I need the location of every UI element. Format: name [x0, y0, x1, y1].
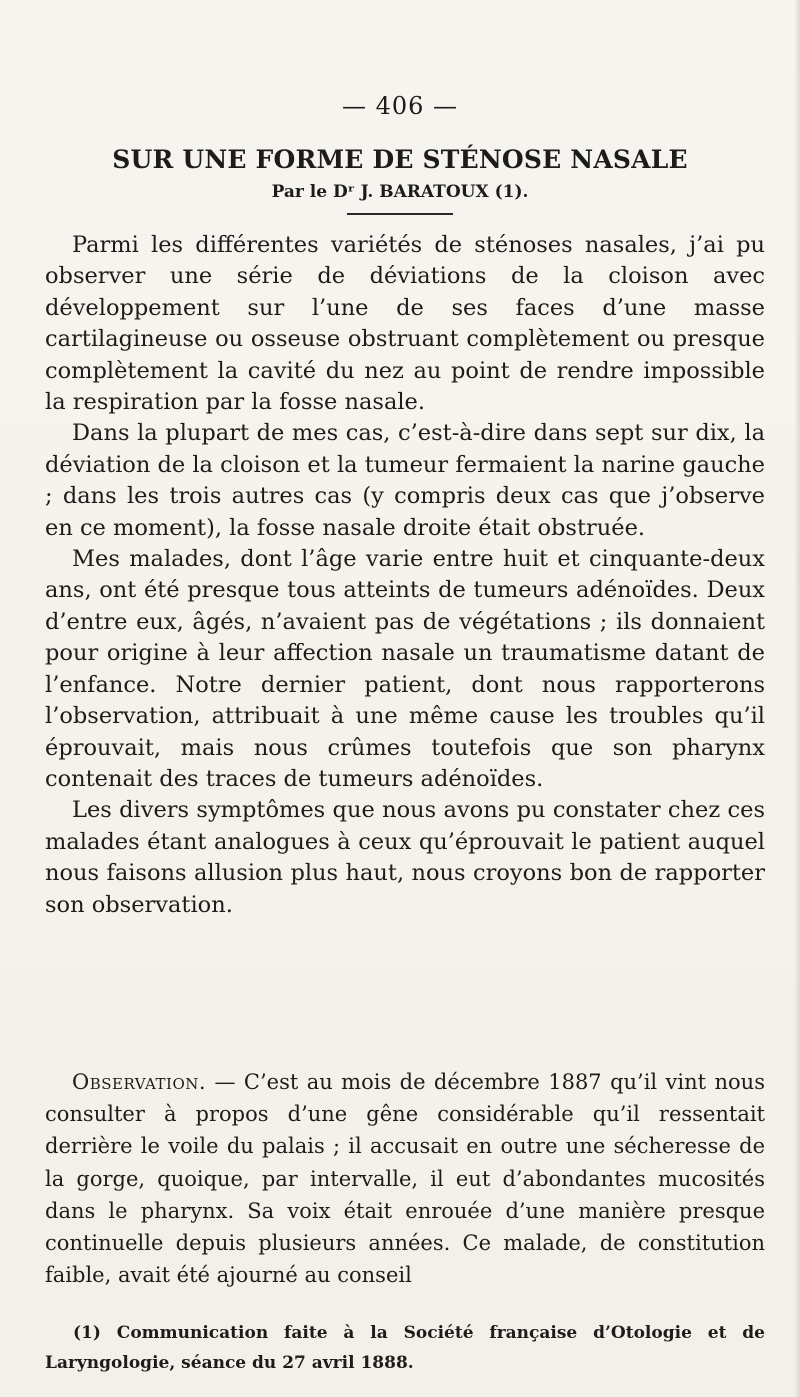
article-body: [45, 230, 765, 921]
page-edge-shadow: [794, 0, 800, 1397]
title-rule: [347, 213, 453, 215]
article-byline: Par le Dʳ J. BARATOUX (1).: [271, 182, 529, 202]
observation-section: [45, 1066, 765, 1291]
page-number: — 406 —: [341, 92, 459, 120]
paragraph-4: Les divers symptômes que nous avons pu constater chez ces malades étant analogues à ceux qu’éprouvait le patient auquel nous faisons allusion plus haut, nous croyons bon de rapporter son observation.: [45, 797, 765, 918]
observation-text: — C’est au mois de décembre 1887 qu’il vint nous consulter à propos d’une gêne considérable qu’il ressentait derrière le voile du palais ; il accusait en outre une sécheresse de la gorge, quoique, par intervalle, il eut d’abondantes mucosités dans le pharynx. Sa voix était enrouée d’une manière presque continuelle depuis plusieurs années. Ce malade, de constitution faible, avait été ajourné au conseil: [45, 1070, 765, 1288]
paragraph-3: Mes malades, dont l’âge varie entre huit et cinquante-deux ans, ont été presque tous atteints de tumeurs adénoïdes. Deux d’entre eux, âgés, n’avaient pas de végétations ; ils donnaient pour origine à leur affection nasale un traumatisme datant de l’enfance. Notre dernier patient, dont nous rapporterons l’observation, attribuait à une même cause les troubles qu’il éprouvait, mais nous crûmes toutefois que son pharynx contenait des traces de tumeurs adénoïdes.: [45, 546, 765, 792]
observation-label: Observation.: [72, 1070, 207, 1094]
paragraph-1: Parmi les différentes variétés de sténoses nasales, j’ai pu observer une série de déviations de la cloison avec développement sur l’une de ses faces d’une masse cartilagineuse ou osseuse obstruant complètement ou presque complètement la cavité du nez au point de rendre impossible la respiration par la fosse nasale.: [45, 232, 765, 416]
footnote: [45, 1318, 765, 1378]
footnote-text: (1) Communication faite à la Société française d’Otologie et de Laryngologie, séance du 27 avril 1888.: [45, 1323, 765, 1373]
observation-paragraph: [45, 1066, 765, 1291]
article-title: SUR UNE FORME DE STÉNOSE NASALE: [112, 145, 688, 174]
paragraph-2: Dans la plupart de mes cas, c’est-à-dire dans sept sur dix, la déviation de la cloison et la tumeur fermaient la narine gauche ; dans les trois autres cas (y compris deux cas que j’observe en ce moment), la fosse nasale droite était obstruée.: [45, 420, 765, 541]
